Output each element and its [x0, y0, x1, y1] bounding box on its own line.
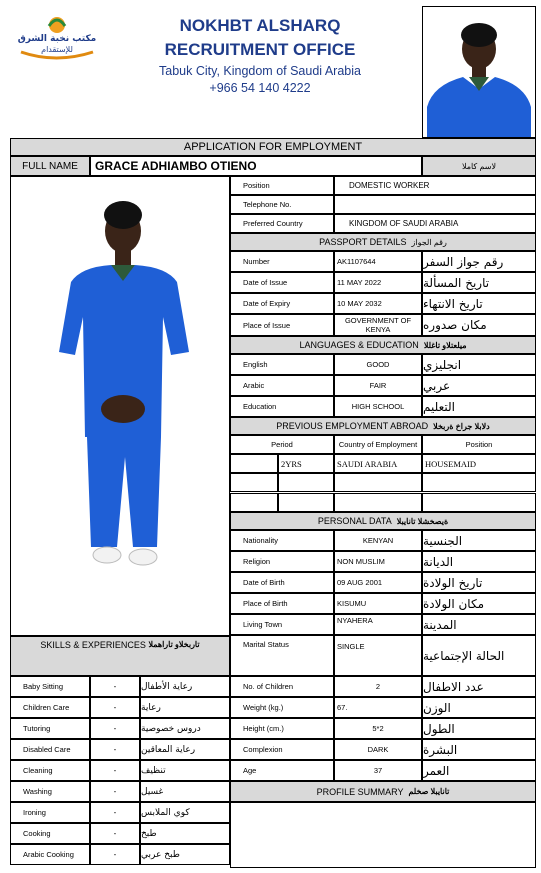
company-phone: +966 54 140 4222 — [209, 81, 311, 95]
personal-label-ar: العمر — [422, 760, 536, 781]
personal-data-header — [230, 512, 536, 530]
previous-cell — [278, 473, 334, 492]
skill-label: Children Care — [10, 697, 90, 718]
previous-title-ar: دلابلا جراخ ةربخلا — [433, 421, 490, 431]
previous-row-gutter — [230, 454, 278, 473]
personal-label-ar: الوزن — [422, 697, 536, 718]
skill-label-ar: دروس خصوصية — [140, 718, 230, 739]
skill-label-ar: كوي الملابس — [140, 802, 230, 823]
language-value: FAIR — [334, 375, 422, 396]
personal-value: SINGLE — [334, 635, 422, 676]
skill-value: - — [90, 844, 140, 865]
languages-section-header — [230, 336, 536, 354]
previous-row-gutter — [230, 493, 278, 512]
job-value: KINGDOM OF SAUDI ARABIA — [334, 214, 536, 233]
previous-title: PREVIOUS EMPLOYMENT ABROAD — [276, 421, 429, 431]
full-name-label: FULL NAME — [10, 156, 90, 176]
skill-value: - — [90, 676, 140, 697]
skill-label-ar: رعاية المعاقين — [140, 739, 230, 760]
skill-label-ar: تنظيف — [140, 760, 230, 781]
previous-cell: SAUDI ARABIA — [334, 454, 422, 473]
skill-label: Washing — [10, 781, 90, 802]
personal-label: Height (cm.) — [230, 718, 334, 739]
previous-header: Period — [230, 435, 334, 454]
personal-value: 37 — [334, 760, 422, 781]
language-label: Education — [230, 396, 334, 417]
language-value: HIGH SCHOOL — [334, 396, 422, 417]
skill-label: Arabic Cooking — [10, 844, 90, 865]
job-value — [334, 195, 536, 214]
passport-value: GOVERNMENT OF KENYA — [334, 314, 422, 336]
portrait-photo — [422, 6, 536, 138]
profile-summary-header — [230, 781, 536, 802]
previous-header: Country of Employment — [334, 435, 422, 454]
skills-title: SKILLS & EXPERIENCES — [40, 640, 146, 650]
previous-cell: HOUSEMAID — [422, 454, 536, 473]
passport-label-ar: مكان صدوره — [422, 314, 536, 336]
job-label: Telephone No. — [230, 195, 334, 214]
profile-summary-title-ar: تانايبلا صخلم — [408, 787, 450, 796]
passport-value: 10 MAY 2032 — [334, 293, 422, 314]
passport-value: AK1107644 — [334, 251, 422, 272]
skill-value: - — [90, 802, 140, 823]
passport-label-ar: رقم جواز السفر — [422, 251, 536, 272]
passport-label-ar: تاريخ المسألة — [422, 272, 536, 293]
skill-label-ar: رعاية — [140, 697, 230, 718]
passport-label-ar: تاريخ الانتهاء — [422, 293, 536, 314]
personal-label: Living Town — [230, 614, 334, 635]
personal-label: Nationality — [230, 530, 334, 551]
skill-label: Disabled Care — [10, 739, 90, 760]
personal-label-ar: الجنسية — [422, 530, 536, 551]
logo-text-ar-2: للإستقدام — [41, 45, 73, 54]
company-name-line2: RECRUITMENT OFFICE — [164, 40, 356, 59]
profile-summary-body — [230, 802, 536, 868]
personal-label-ar: الديانة — [422, 551, 536, 572]
personal-value: NON MUSLIM — [334, 551, 422, 572]
passport-label: Date of Expiry — [230, 293, 334, 314]
skill-value: - — [90, 697, 140, 718]
job-label: Position — [230, 176, 334, 195]
previous-cell — [422, 473, 536, 492]
header — [10, 6, 422, 138]
profile-summary-title: PROFILE SUMMARY — [316, 786, 404, 797]
previous-cell — [334, 493, 422, 512]
previous-cell: 2YRS — [278, 454, 334, 473]
personal-label: No. of Children — [230, 676, 334, 697]
personal-value: NYAHERA — [334, 614, 422, 635]
personal-label: Place of Birth — [230, 593, 334, 614]
skills-header — [10, 636, 230, 676]
passport-title: PASSPORT DETAILS — [319, 237, 407, 247]
personal-label-ar: مكان الولادة — [422, 593, 536, 614]
skill-label-ar: طبخ — [140, 823, 230, 844]
personal-label-ar: الطول — [422, 718, 536, 739]
languages-title: LANGUAGES & EDUCATION — [299, 340, 419, 350]
skill-label-ar: رعاية الأطفال — [140, 676, 230, 697]
skill-label: Cleaning — [10, 760, 90, 781]
full-body-photo — [10, 176, 230, 636]
previous-employment-header — [230, 417, 536, 435]
personal-value: 5*2 — [334, 718, 422, 739]
skill-value: - — [90, 781, 140, 802]
skill-label-ar: طبخ عربي — [140, 844, 230, 865]
language-label: Arabic — [230, 375, 334, 396]
personal-label-ar: المدينة — [422, 614, 536, 635]
previous-cell — [422, 493, 536, 512]
personal-title-ar: ةيصخشلا تانايبلا — [396, 516, 449, 526]
previous-cell — [278, 493, 334, 512]
skill-label: Tutoring — [10, 718, 90, 739]
personal-label-ar: البشرة — [422, 739, 536, 760]
company-city: Tabuk City, Kingdom of Saudi Arabia — [159, 64, 361, 78]
skill-value: - — [90, 760, 140, 781]
personal-value: DARK — [334, 739, 422, 760]
passport-value: 11 MAY 2022 — [334, 272, 422, 293]
skill-label: Ironing — [10, 802, 90, 823]
skill-value: - — [90, 739, 140, 760]
company-name-line1: NOKHBT ALSHARQ — [179, 16, 341, 35]
passport-label: Place of Issue — [230, 314, 334, 336]
language-label: English — [230, 354, 334, 375]
language-label-ar: التعليم — [422, 396, 536, 417]
personal-label: Marital Status — [230, 635, 334, 676]
personal-title: PERSONAL DATA — [317, 516, 392, 526]
full-name-value: GRACE ADHIAMBO OTIENO — [90, 156, 422, 176]
language-value: GOOD — [334, 354, 422, 375]
passport-section-header — [230, 233, 536, 251]
language-label-ar: عربي — [422, 375, 536, 396]
logo-text-ar: مكتب نخبة الشرق — [17, 34, 97, 44]
passport-label: Number — [230, 251, 334, 272]
personal-value: KENYAN — [334, 530, 422, 551]
personal-label: Date of Birth — [230, 572, 334, 593]
previous-header: Position — [422, 435, 536, 454]
skill-label: Baby Sitting — [10, 676, 90, 697]
personal-label: Weight (kg.) — [230, 697, 334, 718]
form-title: APPLICATION FOR EMPLOYMENT — [10, 138, 536, 156]
passport-title-ar: رقم الجواز — [411, 237, 447, 247]
personal-label: Complexion — [230, 739, 334, 760]
previous-row-gutter — [230, 473, 278, 492]
previous-cell — [334, 473, 422, 492]
personal-label-ar: تاريخ الولادة — [422, 572, 536, 593]
languages-title-ar: ميلعتلاو تاغللا — [423, 340, 467, 350]
personal-value: 67. — [334, 697, 422, 718]
skills-title-ar: تاربخلاو تاراهملا — [148, 640, 200, 649]
skill-value: - — [90, 823, 140, 844]
personal-value: KISUMU — [334, 593, 422, 614]
job-value: DOMESTIC WORKER — [334, 176, 536, 195]
personal-label: Religion — [230, 551, 334, 572]
company-logo — [15, 12, 97, 62]
personal-value: 09 AUG 2001 — [334, 572, 422, 593]
personal-label-ar: الحالة الإجتماعية — [422, 635, 536, 676]
skill-value: - — [90, 718, 140, 739]
full-name-label-ar: لاسم كاملا — [422, 156, 536, 176]
personal-value: 2 — [334, 676, 422, 697]
personal-label-ar: عدد الاطفال — [422, 676, 536, 697]
skill-label: Cooking — [10, 823, 90, 844]
language-label-ar: انجليزي — [422, 354, 536, 375]
skill-label-ar: غسيل — [140, 781, 230, 802]
job-label: Preferred Country — [230, 214, 334, 233]
passport-label: Date of Issue — [230, 272, 334, 293]
personal-label: Age — [230, 760, 334, 781]
